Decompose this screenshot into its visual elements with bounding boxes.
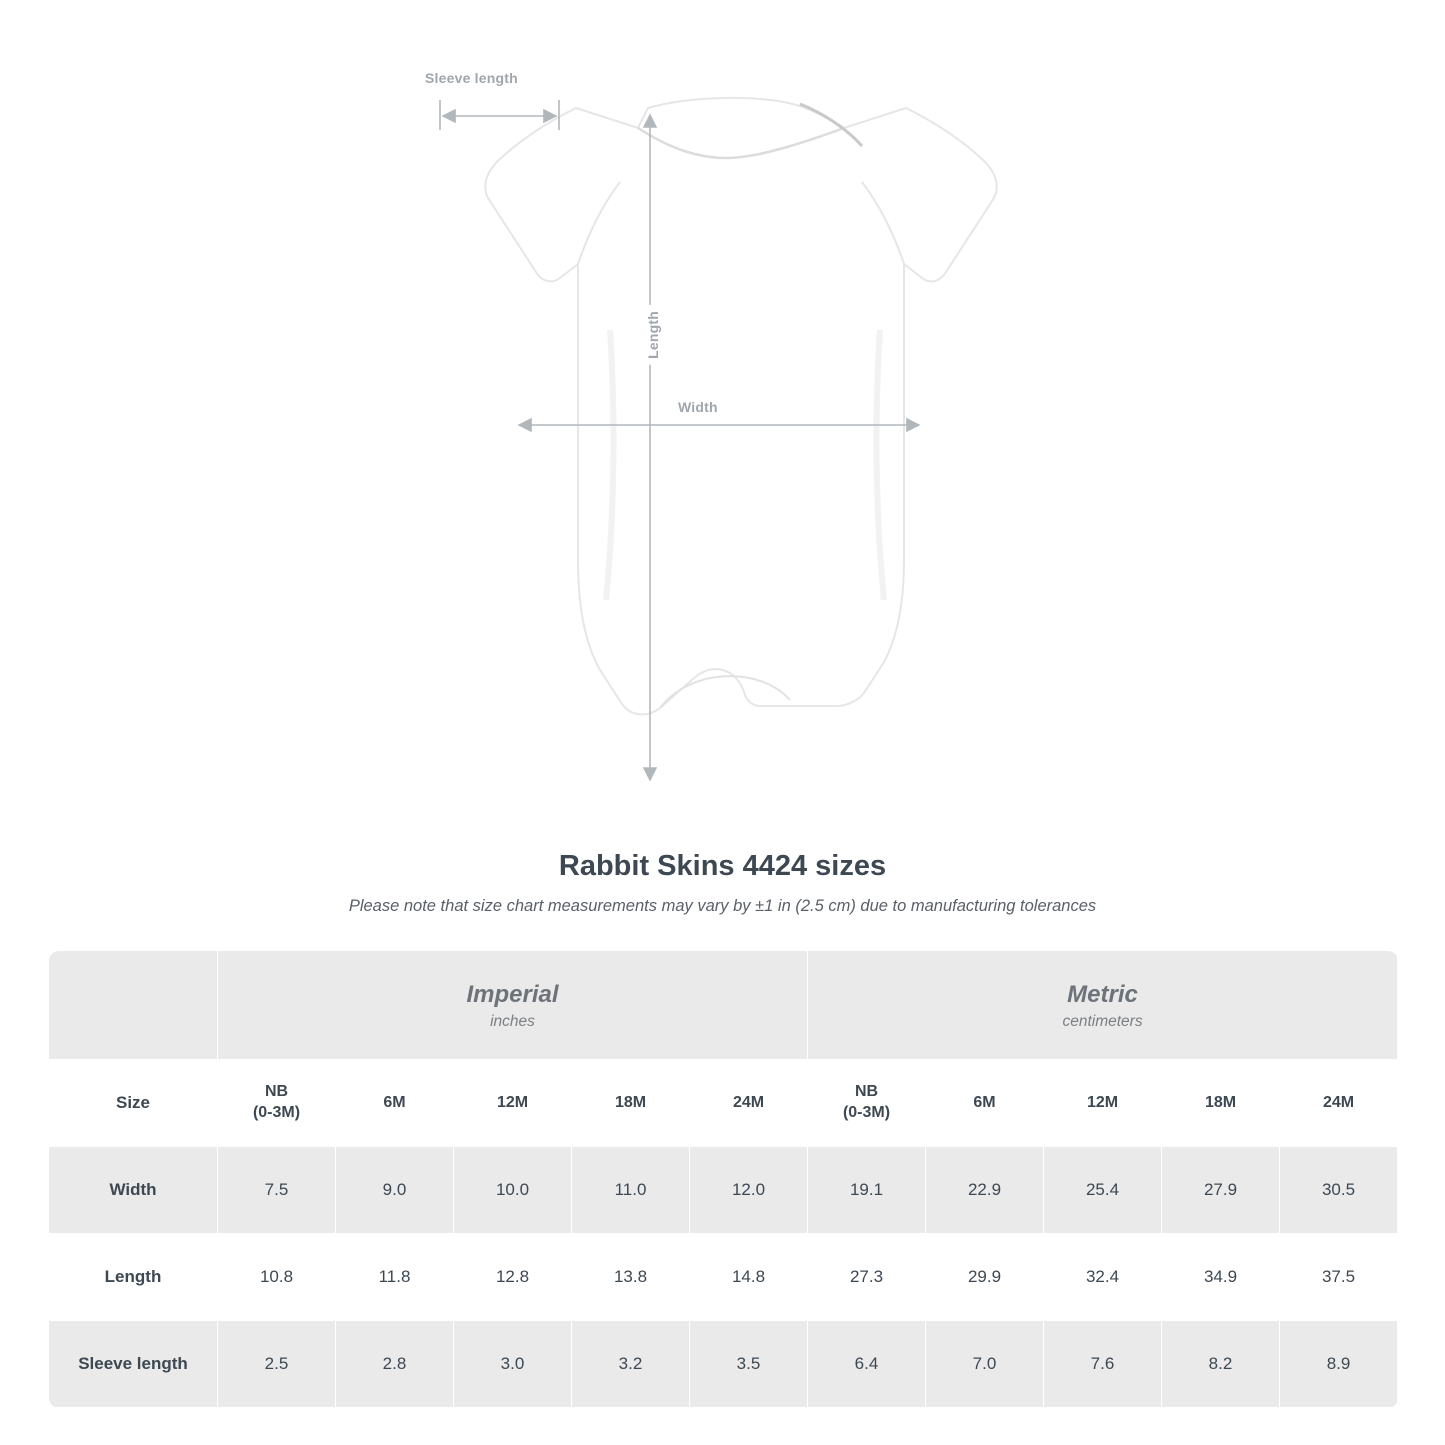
- cell-length-1: 11.8: [336, 1234, 454, 1321]
- cell-sleeve-7: 7.6: [1044, 1321, 1162, 1408]
- header-col-0: [218, 1060, 336, 1147]
- row-label-sleeve-length: Sleeve length: [49, 1321, 218, 1408]
- cell-length-7: 32.4: [1044, 1234, 1162, 1321]
- cell-width-3: 11.0: [572, 1147, 690, 1234]
- cell-width-9: 30.5: [1280, 1147, 1398, 1234]
- header-col-0-line1: NB: [264, 1083, 289, 1101]
- cell-sleeve-3: 3.2: [572, 1321, 690, 1408]
- bodysuit-shape: [485, 98, 996, 714]
- unit-group-imperial-sub: inches: [490, 1012, 535, 1030]
- row-label-length: Length: [49, 1234, 218, 1321]
- header-col-5: [808, 1060, 926, 1147]
- header-col-7: 12M: [1044, 1060, 1162, 1147]
- cell-width-0: 7.5: [218, 1147, 336, 1234]
- unit-group-metric-name: Metric: [1067, 980, 1138, 1008]
- header-col-3: 18M: [572, 1060, 690, 1147]
- cell-length-8: 34.9: [1162, 1234, 1280, 1321]
- cell-width-8: 27.9: [1162, 1147, 1280, 1234]
- cell-length-3: 13.8: [572, 1234, 690, 1321]
- table-row: [49, 1321, 1398, 1408]
- cell-sleeve-4: 3.5: [690, 1321, 808, 1408]
- unit-blank-cell: [49, 951, 218, 1060]
- size-table-wrapper: [48, 950, 1397, 1408]
- cell-length-2: 12.8: [454, 1234, 572, 1321]
- cell-length-4: 14.8: [690, 1234, 808, 1321]
- page-title: Rabbit Skins 4424 sizes: [558, 850, 887, 882]
- table-row: [49, 1147, 1398, 1234]
- header-col-2: 12M: [454, 1060, 572, 1147]
- header-col-6: 6M: [926, 1060, 1044, 1147]
- cell-length-6: 29.9: [926, 1234, 1044, 1321]
- header-col-5-line1: NB: [854, 1083, 879, 1101]
- header-col-4: 24M: [690, 1060, 808, 1147]
- column-header-row: [49, 1060, 1398, 1147]
- header-col-9: 24M: [1280, 1060, 1398, 1147]
- size-chart-table: [48, 950, 1398, 1408]
- cell-width-2: 10.0: [454, 1147, 572, 1234]
- cell-sleeve-8: 8.2: [1162, 1321, 1280, 1408]
- cell-sleeve-6: 7.0: [926, 1321, 1044, 1408]
- title-block: [0, 850, 1445, 916]
- unit-group-imperial-name: Imperial: [466, 980, 559, 1008]
- cell-sleeve-5: 6.4: [808, 1321, 926, 1408]
- unit-group-row: [49, 951, 1398, 1060]
- header-size: Size: [49, 1060, 218, 1147]
- row-label-width: Width: [49, 1147, 218, 1234]
- table-row: [49, 1234, 1398, 1321]
- cell-length-9: 37.5: [1280, 1234, 1398, 1321]
- cell-sleeve-1: 2.8: [336, 1321, 454, 1408]
- header-col-8: 18M: [1162, 1060, 1280, 1147]
- cell-sleeve-0: 2.5: [218, 1321, 336, 1408]
- cell-width-5: 19.1: [808, 1147, 926, 1234]
- cell-width-4: 12.0: [690, 1147, 808, 1234]
- width-label: Width: [672, 399, 724, 415]
- measurement-note: Please note that size chart measurements may vary by ±1 in (2.5 cm) due to manufacturing tolerances: [348, 897, 1097, 915]
- cell-length-5: 27.3: [808, 1234, 926, 1321]
- cell-sleeve-2: 3.0: [454, 1321, 572, 1408]
- header-col-5-line2: (0-3M): [842, 1104, 891, 1121]
- length-label: Length: [645, 305, 661, 365]
- unit-group-metric: [808, 951, 1398, 1060]
- cell-sleeve-9: 8.9: [1280, 1321, 1398, 1408]
- cell-length-0: 10.8: [218, 1234, 336, 1321]
- unit-group-imperial: [218, 951, 808, 1060]
- cell-width-6: 22.9: [926, 1147, 1044, 1234]
- header-col-1: 6M: [336, 1060, 454, 1147]
- header-col-0-line2: (0-3M): [252, 1104, 301, 1121]
- sleeve-length-dimension: [440, 100, 559, 130]
- unit-group-metric-sub: centimeters: [1062, 1012, 1143, 1030]
- cell-width-7: 25.4: [1044, 1147, 1162, 1234]
- cell-width-1: 9.0: [336, 1147, 454, 1234]
- sleeve-length-label: Sleeve length: [425, 70, 518, 86]
